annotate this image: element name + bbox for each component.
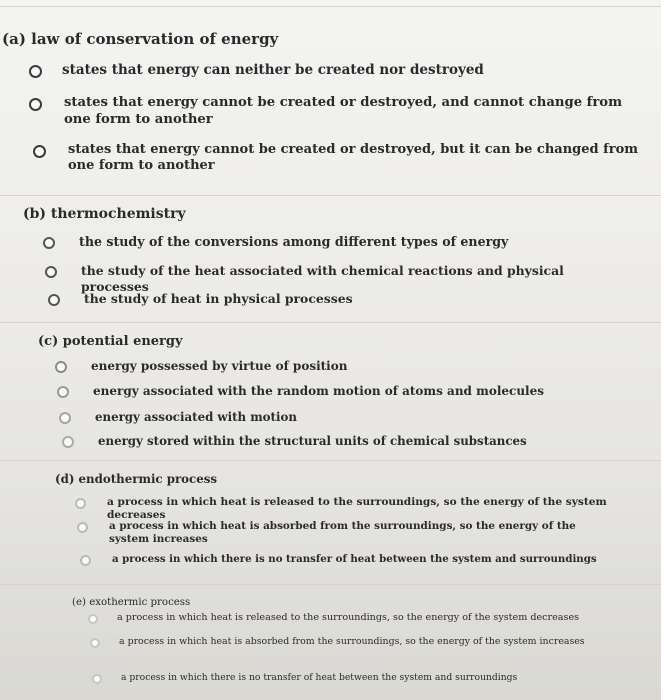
question-c-title: (c) potential energy	[38, 334, 183, 349]
radio-button[interactable]	[33, 145, 46, 158]
top-divider	[0, 6, 661, 7]
option-label: the study of heat in physical processes	[84, 291, 353, 306]
divider-a	[0, 195, 661, 196]
option-label: energy stored within the structural units of chemical substances	[98, 434, 527, 448]
option-label: energy associated with the random motion of atoms and molecules	[93, 384, 544, 398]
question-e-option-3[interactable]	[92, 672, 647, 684]
question-e-option-2[interactable]	[90, 636, 610, 648]
question-a-option-3[interactable]	[33, 142, 653, 175]
radio-button[interactable]	[29, 65, 42, 78]
option-label: states that energy can neither be created nor destroyed	[62, 62, 484, 78]
radio-button[interactable]	[29, 98, 42, 111]
option-label: energy associated with motion	[95, 410, 297, 424]
option-label: the study of the conversions among different types of energy	[79, 234, 509, 249]
question-d-option-2[interactable]	[77, 520, 607, 546]
radio-button[interactable]	[75, 498, 86, 509]
option-label: a process in which heat is absorbed from the surroundings, so the energy of the system increases	[119, 636, 585, 647]
question-a-title: (a) law of conservation of energy	[2, 30, 279, 48]
radio-button[interactable]	[90, 638, 100, 648]
question-c-option-1[interactable]	[55, 359, 615, 374]
question-e-title: (e) exothermic process	[72, 597, 191, 608]
radio-button[interactable]	[45, 266, 57, 278]
radio-button[interactable]	[48, 294, 60, 306]
question-d-title: (d) endothermic process	[55, 472, 218, 486]
question-e-option-1[interactable]	[88, 612, 648, 624]
option-label: the study of the heat associated with chemical reactions and physical processes	[81, 263, 564, 294]
radio-button[interactable]	[88, 614, 98, 624]
option-label: a process in which heat is absorbed from the surroundings, so the energy of the system increases	[109, 520, 576, 545]
option-label: a process in which there is no transfer of heat between the system and surroundings	[112, 553, 597, 565]
question-d-option-1[interactable]	[75, 496, 645, 522]
question-b-title: (b) thermochemistry	[23, 206, 186, 222]
divider-c	[0, 460, 661, 461]
option-label: a process in which heat is released to the surroundings, so the energy of the system decreases	[117, 612, 580, 623]
question-c-option-2[interactable]	[57, 384, 627, 399]
question-b-option-3[interactable]	[48, 291, 628, 307]
question-a-option-2[interactable]	[29, 95, 639, 128]
radio-button[interactable]	[77, 522, 88, 533]
question-a-option-1[interactable]	[29, 62, 639, 79]
divider-b	[0, 322, 661, 323]
radio-button[interactable]	[57, 386, 69, 398]
option-label: a process in which heat is released to the surroundings, so the energy of the system decreases	[107, 496, 607, 522]
radio-button[interactable]	[92, 674, 102, 684]
radio-button[interactable]	[43, 237, 55, 249]
question-c-option-4[interactable]	[62, 434, 632, 449]
option-label: energy possessed by virtue of position	[91, 359, 348, 373]
divider-d	[0, 584, 661, 585]
question-b-option-2[interactable]	[45, 263, 635, 294]
question-d-option-3[interactable]	[80, 553, 640, 566]
option-label: a process in which there is no transfer of heat between the system and surroundings	[121, 672, 518, 683]
option-label: states that energy cannot be created or destroyed, but it can be changed from one form to another	[68, 142, 639, 174]
question-c-option-3[interactable]	[59, 410, 619, 425]
option-label: states that energy cannot be created or destroyed, and cannot change from one form to another	[64, 95, 623, 127]
question-b-option-1[interactable]	[43, 234, 623, 250]
radio-button[interactable]	[80, 555, 91, 566]
radio-button[interactable]	[62, 436, 74, 448]
radio-button[interactable]	[59, 412, 71, 424]
radio-button[interactable]	[55, 361, 67, 373]
